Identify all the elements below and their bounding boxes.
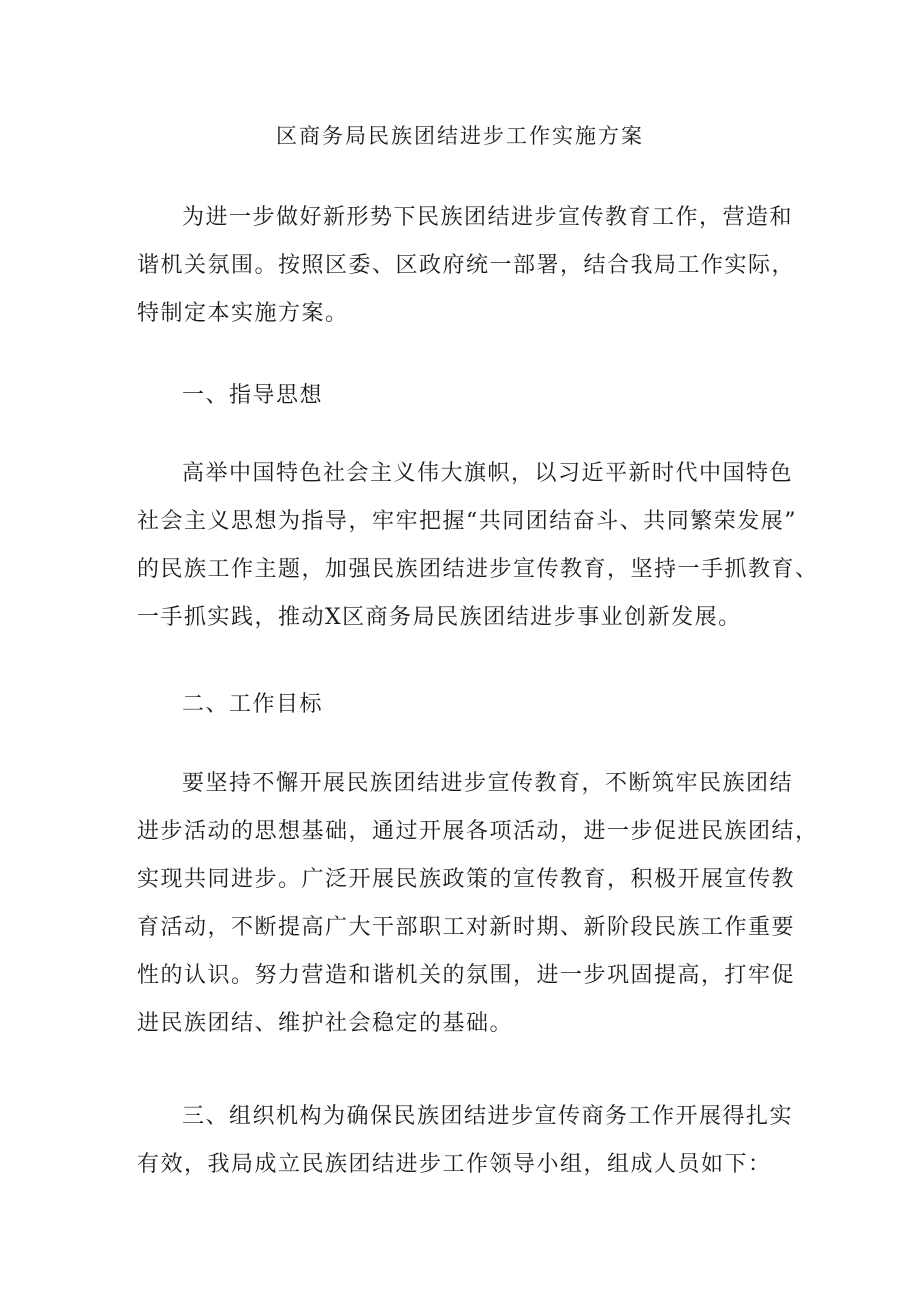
paragraph-line: 三、组织机构为确保民族团结进步宣传商务工作开展得扎实 [182, 1104, 794, 1129]
paragraph-line: 高举中国特色社会主义伟大旗帜，以习近平新时代中国特色 [182, 461, 794, 486]
paragraph-line: 进民族团结、维护社会稳定的基础。 [137, 1011, 514, 1036]
paragraph-line: 谐机关氛围。按照区委、区政府统一部署，结合我局工作实际， [137, 253, 796, 278]
paragraph-line: 特制定本实施方案。 [137, 301, 349, 326]
paragraph-line: 有效，我局成立民族团结进步工作领导小组，组成人员如下： [137, 1152, 772, 1177]
paragraph-line: 育活动，不断提高广大干部职工对新时期、新阶段民族工作重要 [137, 915, 796, 940]
intro-paragraph [137, 194, 796, 338]
organization-paragraph [137, 1093, 794, 1189]
paragraph-line: 的民族工作主题，加强民族团结进步宣传教育，坚持一手抓教育、 [137, 557, 819, 582]
section-heading-guiding-thought: 一、指导思想 [182, 383, 324, 408]
paragraph-line: 进步活动的思想基础，通过开展各项活动，进一步促进民族团结， [137, 819, 819, 844]
paragraph-line: 实现共同进步。广泛开展民族政策的宣传教育，积极开展宣传教 [137, 867, 796, 892]
section-heading-work-goals: 二、工作目标 [182, 692, 324, 717]
paragraph-line: 要坚持不懈开展民族团结进步宣传教育，不断筑牢民族团结 [182, 771, 794, 796]
paragraph-line: 性的认识。努力营造和谐机关的氛围，进一步巩固提高，打牢促 [137, 963, 796, 988]
document-title: 区商务局民族团结进步工作实施方案 [276, 124, 644, 148]
paragraph-line: 一手抓实践，推动X区商务局民族团结进步事业创新发展。 [137, 605, 742, 630]
paragraph-line: 为进一步做好新形势下民族团结进步宣传教育工作，营造和 [182, 205, 794, 230]
guiding-thought-paragraph [137, 450, 819, 642]
paragraph-line: 社会主义思想为指导，牢牢把握“共同团结奋斗、共同繁荣发展” [137, 509, 797, 534]
work-goals-paragraph [137, 760, 819, 1048]
